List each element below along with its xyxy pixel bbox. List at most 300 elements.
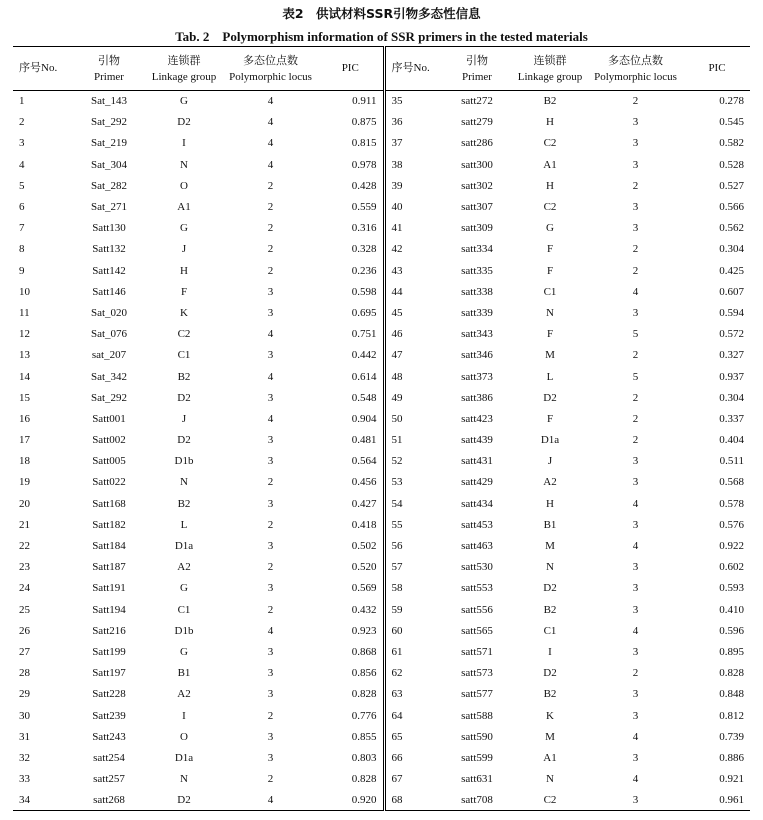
header-linkage-cn: 连锁群 (167, 53, 201, 67)
cell-no: 47 (391, 349, 403, 362)
cell-primer: Sat_304 (90, 158, 128, 171)
cell-no: 30 (19, 709, 30, 722)
cell-primer: Satt132 (92, 243, 126, 256)
cell-primer: Sat_020 (90, 306, 128, 319)
cell-primer: satt439 (461, 434, 493, 447)
cell-locus: 2 (632, 264, 639, 277)
cell-no: 3 (19, 137, 25, 150)
cell-no: 40 (391, 201, 403, 214)
cell-pic: 0.614 (318, 366, 384, 387)
cell-lg: D2 (543, 391, 557, 404)
cell-primer: satt423 (461, 412, 493, 425)
header-locus-right (587, 47, 684, 91)
table-row (13, 620, 750, 641)
cell-lg: C2 (543, 201, 557, 214)
cell-no: 32 (19, 751, 30, 764)
cell-primer: Satt184 (92, 540, 126, 553)
cell-lg: N (546, 561, 554, 574)
cell-pic: 0.937 (719, 370, 744, 383)
cell-no: 43 (391, 264, 403, 277)
table-row (13, 599, 750, 620)
cell-pic: 0.410 (719, 603, 744, 616)
cell-no: 17 (19, 434, 30, 447)
cell-no: 42 (391, 243, 403, 256)
cell-pic: 0.527 (719, 179, 744, 192)
cell-lg: C1 (543, 285, 557, 298)
cell-pic: 0.418 (318, 514, 384, 535)
cell-pic: 0.502 (318, 535, 384, 556)
table-row (13, 133, 750, 154)
cell-pic: 0.594 (719, 306, 744, 319)
cell-locus: 2 (632, 391, 639, 404)
cell-locus: 5 (632, 370, 639, 383)
cell-primer: satt268 (73, 790, 145, 811)
cell-locus: 3 (267, 306, 274, 319)
cell-pic: 0.566 (719, 201, 744, 214)
cell-pic: 0.739 (719, 730, 744, 743)
header-linkage-en: Linkage group (517, 70, 583, 83)
cell-no: 23 (19, 561, 30, 574)
cell-pic: 0.278 (719, 95, 744, 108)
cell-no: 44 (391, 285, 403, 298)
cell-pic: 0.911 (318, 91, 384, 112)
cell-no: 62 (391, 667, 403, 680)
cell-no: 41 (391, 222, 403, 235)
cell-no: 27 (19, 645, 30, 658)
cell-locus: 3 (267, 349, 274, 362)
cell-locus: 3 (267, 434, 274, 447)
header-linkage-right (513, 47, 587, 91)
cell-locus: 3 (632, 158, 639, 171)
cell-no: 48 (391, 370, 403, 383)
cell-lg: O (180, 730, 188, 743)
cell-pic: 0.582 (719, 137, 744, 150)
cell-no: 29 (19, 688, 30, 701)
cell-lg: B2 (543, 95, 557, 108)
cell-primer: satt556 (461, 603, 493, 616)
cell-locus: 3 (267, 688, 274, 701)
table-row (13, 218, 750, 239)
cell-primer: satt339 (461, 306, 493, 319)
cell-pic: 0.922 (719, 540, 744, 553)
header-primer-cn: 引物 (466, 53, 488, 67)
cell-locus: 3 (267, 285, 274, 298)
cell-primer: satt453 (461, 518, 493, 531)
cell-locus: 3 (632, 561, 639, 574)
cell-lg: N (180, 158, 188, 171)
cell-no: 14 (19, 370, 30, 383)
cell-pic: 0.304 (719, 243, 744, 256)
table-row (13, 91, 750, 112)
cell-no: 25 (19, 603, 30, 616)
cell-primer: Sat_292 (90, 391, 128, 404)
cell-pic: 0.961 (684, 790, 750, 811)
cell-locus: 3 (632, 645, 639, 658)
cell-lg: D2 (543, 582, 557, 595)
cell-primer: satt272 (461, 95, 493, 108)
cell-lg: B2 (177, 497, 191, 510)
cell-pic: 0.432 (318, 599, 384, 620)
cell-primer: satt553 (461, 582, 493, 595)
cell-pic: 0.920 (318, 790, 384, 811)
cell-primer: satt254 (93, 751, 125, 764)
cell-lg: N (546, 773, 554, 786)
cell-locus: 3 (632, 137, 639, 150)
header-locus-en: Polymorphic locus (229, 70, 312, 83)
cell-locus: 4 (267, 137, 274, 150)
cell-no: 5 (19, 179, 25, 192)
cell-no: 50 (391, 412, 403, 425)
cell-locus: 3 (632, 709, 639, 722)
cell-locus: 2 (632, 179, 639, 192)
cell-lg: F (180, 285, 188, 298)
cell-locus: 3 (267, 751, 274, 764)
cell-lg: D2 (145, 790, 223, 811)
table-row (13, 535, 750, 556)
cell-no: 68 (384, 790, 441, 811)
header-primer-cn: 引物 (98, 53, 120, 67)
cell-no: 13 (19, 349, 30, 362)
polymorphism-table (13, 46, 750, 811)
cell-no: 60 (391, 624, 403, 637)
cell-pic: 0.481 (318, 430, 384, 451)
cell-locus: 3 (632, 688, 639, 701)
cell-lg: H (180, 264, 188, 277)
cell-pic: 0.548 (318, 387, 384, 408)
header-linkage-en: Linkage group (151, 70, 217, 83)
cell-locus: 2 (267, 264, 274, 277)
cell-pic: 0.776 (318, 705, 384, 726)
cell-lg: A1 (543, 158, 557, 171)
cell-primer: Sat_271 (90, 201, 128, 214)
cell-lg: B2 (543, 688, 557, 701)
cell-lg: C2 (543, 137, 557, 150)
cell-primer: Sat_292 (90, 116, 128, 129)
cell-locus: 4 (267, 158, 274, 171)
cell-primer: Satt197 (92, 667, 126, 680)
cell-primer: satt300 (461, 158, 493, 171)
cell-primer: sat_207 (91, 349, 127, 362)
table-row (13, 726, 750, 747)
cell-no: 31 (19, 730, 30, 743)
cell-no: 35 (391, 95, 403, 108)
cell-lg: D1b (174, 624, 194, 637)
cell-no: 8 (19, 243, 25, 256)
cell-no: 39 (391, 179, 403, 192)
table-row (13, 790, 750, 811)
cell-pic: 0.593 (719, 582, 744, 595)
cell-lg: J (547, 455, 553, 468)
header-locus-cn: 多态位点数 (608, 53, 663, 67)
cell-pic: 0.602 (719, 561, 744, 574)
cell-no: 59 (391, 603, 403, 616)
cell-locus: 3 (632, 751, 639, 764)
cell-locus: 2 (632, 412, 639, 425)
cell-pic: 0.695 (318, 302, 384, 323)
table-row (13, 705, 750, 726)
cell-pic: 0.828 (318, 769, 384, 790)
cell-locus: 3 (632, 455, 639, 468)
cell-primer: Satt216 (92, 624, 126, 637)
cell-pic: 0.327 (719, 349, 744, 362)
cell-no: 28 (19, 667, 30, 680)
table-row (13, 684, 750, 705)
cell-locus: 2 (632, 243, 639, 256)
cell-primer: satt373 (461, 370, 493, 383)
header-primer-en: Primer (94, 70, 124, 83)
cell-lg: G (180, 95, 188, 108)
cell-primer: Satt243 (92, 730, 126, 743)
cell-primer: Satt228 (92, 688, 126, 701)
cell-locus: 4 (632, 285, 639, 298)
table-row (13, 430, 750, 451)
cell-pic: 0.404 (719, 434, 744, 447)
cell-primer: Sat_143 (90, 95, 128, 108)
table-row (13, 769, 750, 790)
table-row (13, 578, 750, 599)
cell-lg: J (181, 243, 187, 256)
cell-no: 45 (391, 306, 403, 319)
cell-locus: 3 (632, 582, 639, 595)
cell-primer: satt530 (461, 561, 493, 574)
cell-lg: I (182, 709, 186, 722)
cell-pic: 0.875 (318, 112, 384, 133)
cell-pic: 0.328 (318, 239, 384, 260)
cell-no: 1 (19, 95, 25, 108)
cell-lg: F (546, 243, 554, 256)
cell-no: 63 (391, 688, 403, 701)
header-primer-left (73, 47, 145, 91)
cell-primer: satt338 (461, 285, 493, 298)
cell-pic: 0.511 (719, 455, 744, 468)
cell-pic: 0.855 (318, 726, 384, 747)
cell-pic: 0.895 (719, 645, 744, 658)
cell-primer: satt631 (461, 773, 493, 786)
cell-pic: 0.236 (318, 260, 384, 281)
cell-lg: H (546, 497, 554, 510)
cell-lg: N (180, 476, 188, 489)
cell-no: 18 (19, 455, 30, 468)
cell-primer: satt335 (461, 264, 493, 277)
cell-primer: satt346 (461, 349, 493, 362)
cell-primer: Satt142 (92, 264, 126, 277)
cell-primer: Satt239 (92, 709, 126, 722)
cell-locus: 2 (267, 561, 274, 574)
header-locus-en: Polymorphic locus (594, 70, 677, 83)
cell-locus: 4 (267, 328, 274, 341)
header-pic-right: PIC (684, 47, 750, 91)
cell-locus: 3 (267, 391, 274, 404)
cell-lg: A2 (177, 561, 191, 574)
cell-locus: 3 (632, 306, 639, 319)
cell-lg: M (545, 540, 555, 553)
cell-locus: 2 (267, 518, 274, 531)
cell-no: 67 (391, 773, 403, 786)
cell-lg: I (182, 137, 186, 150)
cell-lg: C1 (177, 349, 191, 362)
cell-no: 46 (391, 328, 403, 341)
cell-primer: satt463 (461, 540, 493, 553)
table-row (13, 387, 750, 408)
cell-pic: 0.598 (318, 281, 384, 302)
cell-lg: D1a (174, 751, 194, 764)
cell-lg: A1 (543, 751, 557, 764)
cell-locus: 4 (267, 370, 274, 383)
table-row (13, 345, 750, 366)
cell-no: 10 (19, 285, 30, 298)
cell-no: 56 (391, 540, 403, 553)
table-row (13, 324, 750, 345)
cell-lg: C2 (177, 328, 191, 341)
cell-primer: satt434 (461, 497, 493, 510)
header-locus-left (223, 47, 318, 91)
cell-no: 33 (19, 773, 30, 786)
cell-primer: satt302 (461, 179, 493, 192)
cell-lg: D2 (177, 391, 191, 404)
cell-lg: N (180, 773, 188, 786)
cell-primer: satt577 (461, 688, 493, 701)
cell-pic: 0.304 (719, 391, 744, 404)
cell-pic: 0.427 (318, 493, 384, 514)
table-row (13, 514, 750, 535)
cell-lg: A2 (177, 688, 191, 701)
cell-lg: M (545, 349, 555, 362)
table-caption-cn: 表2 供试材料SSR引物多态性信息 (282, 6, 481, 21)
cell-no: 49 (391, 391, 403, 404)
cell-pic: 0.545 (719, 116, 744, 129)
cell-primer: satt309 (461, 222, 493, 235)
cell-locus: 4 (632, 773, 639, 786)
header-linkage-left (145, 47, 223, 91)
cell-lg: D2 (177, 434, 191, 447)
cell-no: 38 (391, 158, 403, 171)
cell-pic: 0.562 (719, 222, 744, 235)
cell-no: 53 (391, 476, 403, 489)
cell-lg: A2 (543, 476, 557, 489)
cell-lg: I (548, 645, 552, 658)
table-row (13, 747, 750, 768)
cell-pic: 0.921 (719, 773, 744, 786)
cell-primer: Satt002 (92, 434, 126, 447)
cell-no: 22 (19, 540, 30, 553)
table-body (13, 91, 750, 811)
cell-locus: 2 (267, 709, 274, 722)
cell-no: 65 (391, 730, 403, 743)
cell-primer: Sat_219 (90, 137, 128, 150)
cell-locus: 4 (267, 95, 274, 108)
cell-no: 2 (19, 116, 25, 129)
cell-pic: 0.607 (719, 285, 744, 298)
cell-pic: 0.848 (719, 688, 744, 701)
cell-no: 21 (19, 518, 30, 531)
cell-locus: 2 (632, 95, 639, 108)
cell-locus: 3 (267, 540, 274, 553)
cell-pic: 0.559 (318, 196, 384, 217)
cell-pic: 0.812 (719, 709, 744, 722)
table-row (13, 281, 750, 302)
cell-no: 26 (19, 624, 30, 637)
cell-locus: 3 (267, 582, 274, 595)
cell-primer: Satt022 (92, 476, 126, 489)
cell-lg: B1 (543, 518, 557, 531)
cell-locus: 4 (223, 790, 318, 811)
cell-pic: 0.904 (318, 408, 384, 429)
cell-no: 7 (19, 222, 25, 235)
header-no-left: 序号No. (13, 47, 73, 91)
cell-primer: Satt001 (92, 412, 126, 425)
cell-no: 16 (19, 412, 30, 425)
header-row (13, 47, 750, 91)
cell-primer: satt257 (93, 773, 125, 786)
cell-locus: 4 (267, 412, 274, 425)
cell-no: 61 (391, 645, 403, 658)
cell-lg: K (180, 306, 188, 319)
table-row (13, 196, 750, 217)
cell-lg: J (181, 412, 187, 425)
cell-lg: D2 (177, 116, 191, 129)
cell-locus: 3 (267, 730, 274, 743)
cell-pic: 0.428 (318, 175, 384, 196)
cell-lg: F (546, 328, 554, 341)
cell-primer: Satt187 (92, 561, 126, 574)
cell-pic: 0.456 (318, 472, 384, 493)
cell-primer: satt571 (461, 645, 493, 658)
cell-locus: 4 (632, 540, 639, 553)
table-row (13, 641, 750, 662)
cell-lg: L (546, 370, 554, 383)
cell-pic: 0.572 (719, 328, 744, 341)
cell-locus: 3 (632, 201, 639, 214)
cell-no: 37 (391, 137, 403, 150)
cell-pic: 0.337 (719, 412, 744, 425)
table-row (13, 302, 750, 323)
cell-primer: Satt146 (92, 285, 126, 298)
cell-primer: Satt199 (92, 645, 126, 658)
cell-locus: 2 (267, 201, 274, 214)
table-caption-en: Tab. 2 Polymorphism information of SSR primers in the tested materials (175, 29, 588, 44)
cell-pic: 0.803 (318, 747, 384, 768)
header-locus-cn: 多态位点数 (243, 53, 298, 67)
cell-primer: satt286 (461, 137, 493, 150)
cell-pic: 0.868 (318, 641, 384, 662)
cell-lg: H (546, 116, 554, 129)
cell-pic: 0.886 (719, 751, 744, 764)
cell-pic: 0.564 (318, 451, 384, 472)
cell-primer: Sat_076 (90, 328, 128, 341)
cell-no: 11 (19, 306, 30, 319)
table-row (13, 366, 750, 387)
cell-locus: 3 (267, 645, 274, 658)
cell-no: 4 (19, 158, 25, 171)
cell-primer: satt343 (461, 328, 493, 341)
header-linkage-cn: 连锁群 (533, 53, 567, 67)
cell-lg: H (546, 179, 554, 192)
cell-lg: G (546, 222, 554, 235)
cell-no: 9 (19, 264, 25, 277)
cell-primer: Satt194 (92, 603, 126, 616)
cell-no: 24 (19, 582, 30, 595)
cell-primer: satt431 (461, 455, 493, 468)
cell-lg: G (180, 222, 188, 235)
cell-no: 57 (391, 561, 403, 574)
cell-locus: 2 (632, 667, 639, 680)
cell-primer: satt588 (461, 709, 493, 722)
cell-lg: F (546, 412, 554, 425)
cell-locus: 3 (632, 518, 639, 531)
cell-locus: 3 (632, 222, 639, 235)
cell-locus: 4 (267, 116, 274, 129)
cell-pic: 0.520 (318, 557, 384, 578)
